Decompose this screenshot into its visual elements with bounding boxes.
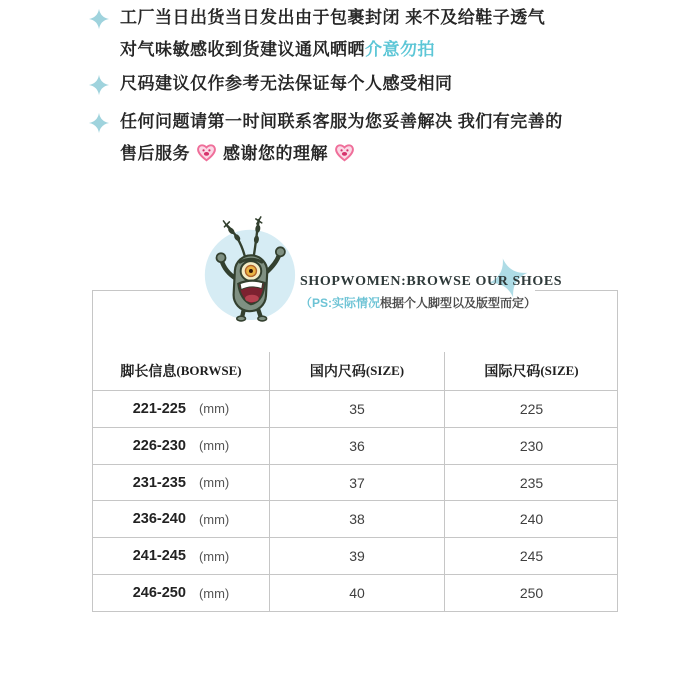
- notice-text: 对气味敏感收到货建议通风晒晒介意勿拍: [120, 40, 435, 59]
- size-chart-box: [92, 290, 618, 612]
- table-row-cell-intl-size: 235: [444, 464, 618, 501]
- notice-service: [88, 106, 668, 170]
- size-chart-banner: [190, 214, 563, 322]
- table-header-foot-length: 脚长信息 (BORWSE): [120, 363, 242, 379]
- table-row-cell-intl-size: 250: [444, 574, 618, 611]
- notice-accent-text: 介意勿拍: [365, 40, 435, 59]
- table-row-cell-foot-length: 241-245 (mm): [93, 537, 269, 574]
- sparkle-icon: [88, 8, 110, 30]
- notice-list: [88, 2, 668, 170]
- banner-note: （PS:实际情况根据个人脚型以及版型而定）: [300, 296, 537, 310]
- notice-text: 尺码建议仅作参考无法保证每个人感受相同: [120, 74, 453, 93]
- size-table: [93, 352, 617, 611]
- table-row-cell-intl-size: 240: [444, 500, 618, 537]
- table-row-cell-cn-size: 36: [269, 427, 444, 464]
- notice-text: 任何问题请第一时间联系客服为您妥善解决 我们有完善的: [120, 112, 563, 131]
- table-row-cell-cn-size: 39: [269, 537, 444, 574]
- plankton-mascot-illustration: [198, 216, 298, 322]
- table-row-cell-foot-length: 231-235 (mm): [93, 464, 269, 501]
- sparkle-icon: [88, 74, 110, 96]
- table-row-cell-cn-size: 35: [269, 390, 444, 427]
- table-row-cell-intl-size: 245: [444, 537, 618, 574]
- table-row-cell-cn-size: 37: [269, 464, 444, 501]
- notice-size-advice: [88, 68, 668, 100]
- table-row-cell-foot-length: 226-230 (mm): [93, 427, 269, 464]
- table-row-cell-cn-size: 38: [269, 500, 444, 537]
- table-row-cell-foot-length: 236-240 (mm): [93, 500, 269, 537]
- table-row-cell-cn-size: 40: [269, 574, 444, 611]
- notice-text: 售后服务 感谢您的理解: [120, 138, 668, 170]
- table-header-cn-size: 国内尺码 (SIZE): [269, 352, 444, 390]
- heart-face-icon: [334, 141, 355, 160]
- sparkle-icon: [88, 112, 110, 134]
- table-header-intl-size: 国际尺码 (SIZE): [444, 352, 618, 390]
- banner-title: SHOPWOMEN:BROWSE OUR SHOES: [300, 274, 563, 289]
- table-row-cell-foot-length: 221-225 (mm): [93, 390, 269, 427]
- heart-face-icon: [196, 141, 217, 160]
- notice-shipping: [88, 2, 668, 66]
- notice-text: 工厂当日出货当日发出由于包裹封闭 来不及给鞋子透气: [120, 8, 546, 27]
- table-row-cell-intl-size: 225: [444, 390, 618, 427]
- table-row-cell-foot-length: 246-250 (mm): [93, 574, 269, 611]
- table-row-cell-intl-size: 230: [444, 427, 618, 464]
